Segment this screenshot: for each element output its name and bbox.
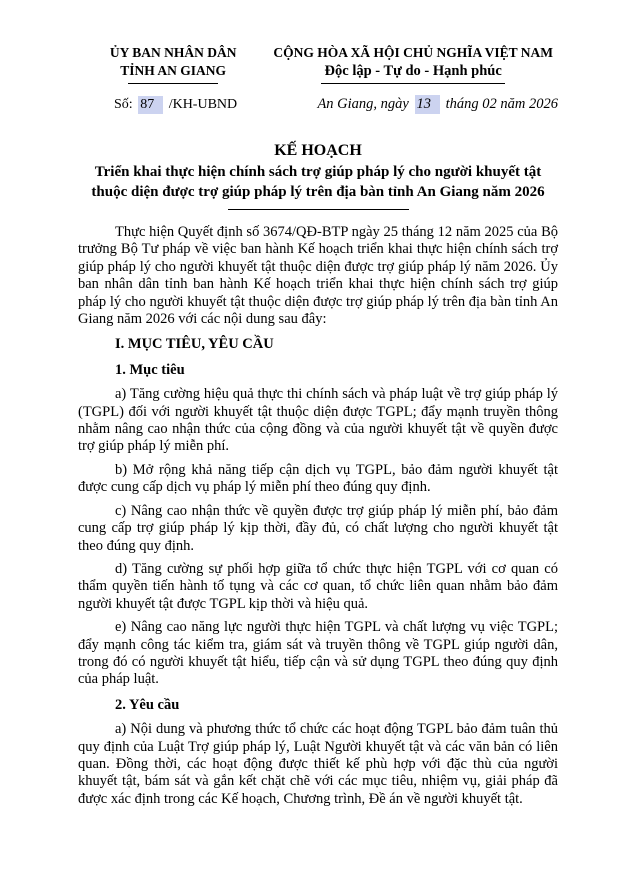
requirement-paragraph-a: a) Nội dung và phương thức tổ chức các hoạt động TGPL bảo đảm tuân thủ quy định của Luật Trợ giúp pháp lý, Luật Người khuyết tật và các văn bản có liên quan. Đồng thời, các hoạt động được thiết kế phù hợp với đặc thù của người khuyết tật, bám sát và gắn kết chặt chẽ với các mục tiêu, nhiệm vụ, giải pháp đã được xác định trong các Kế hoạch, Chương trình, Đề án về người khuyết tật.: [78, 721, 558, 807]
document-title-block: [78, 141, 558, 210]
subsection-2-heading: 2. Yêu cầu: [115, 696, 180, 713]
document-date-line: [317, 95, 558, 114]
objective-paragraph-d: d) Tăng cường sự phối hợp giữa tổ chức thực hiện TGPL với cơ quan có thẩm quyền tiến hành tố tụng và các cơ quan, tổ chức liên quan nhằm bảo đảm người khuyết tật được TGPL kịp thời và hiệu quả.: [78, 560, 558, 612]
national-title: CỘNG HÒA XÃ HỘI CHỦ NGHĨA VIỆT NAM: [273, 45, 553, 60]
issuing-org-line2: TỈNH AN GIANG: [120, 63, 227, 78]
document-date-suffix: tháng 02 năm 2026: [445, 96, 558, 112]
objective-paragraph-a: a) Tăng cường hiệu quả thực thi chính sách và pháp luật về trợ giúp pháp lý (TGPL) đối với người khuyết tật thuộc diện được TGPL; đẩy mạnh truyền thông nhằm nâng cao nhận thức của cộng đồng và của người khuyết tật về quyền được trợ giúp pháp lý miễn phí.: [78, 386, 558, 455]
issuing-org-block: [78, 44, 268, 84]
subsection-1-heading: 1. Mục tiêu: [115, 361, 185, 378]
national-motto-underline: [321, 83, 505, 84]
document-number-prefix: Số:: [114, 97, 133, 112]
intro-paragraph: Thực hiện Quyết định số 3674/QĐ-BTP ngày 25 tháng 12 năm 2025 của Bộ trưởng Bộ Tư pháp về việc ban hành Kế hoạch triển khai thực hiện chính sách trợ giúp pháp lý cho người khuyết tật thuộc diện được trợ giúp pháp lý năm 2026. Ủy ban nhân dân tỉnh ban hành Kế hoạch triển khai thực hiện chính sách trợ giúp pháp lý cho người khuyết tật thuộc diện được trợ giúp pháp lý trên địa bàn tỉnh An Giang năm 2026 với các nội dung sau đây:: [78, 224, 558, 328]
section-1-heading: I. MỤC TIÊU, YÊU CẦU: [115, 336, 274, 353]
issuing-org-line1: ỦY BAN NHÂN DÂN: [109, 45, 237, 60]
document-number-field[interactable]: 87: [138, 96, 163, 114]
document-meta-row: [78, 95, 558, 114]
issuing-org-underline: [128, 83, 218, 84]
objective-paragraph-c: c) Nâng cao nhận thức về quyền được trợ giúp pháp lý miễn phí, bảo đảm cung cấp trợ giúp pháp lý kịp thời, đầy đủ, có chất lượng cho người khuyết tật theo đúng quy định.: [78, 502, 558, 554]
objective-paragraph-e: e) Nâng cao năng lực người thực hiện TGPL và chất lượng vụ việc TGPL; đẩy mạnh công tác kiểm tra, giám sát và truyền thông về TGPL giúp người dân, trong đó có người khuyết tật hiểu, tiếp cận và sử dụng TGPL theo đúng quy định của pháp luật.: [78, 619, 558, 688]
national-motto: Độc lập - Tự do - Hạnh phúc: [324, 63, 502, 79]
document-title: KẾ HOẠCH: [274, 142, 362, 159]
document-subtitle-line1: Triển khai thực hiện chính sách trợ giúp pháp lý cho người khuyết tật: [94, 164, 542, 180]
document-body: [78, 224, 558, 808]
objective-paragraph-b: b) Mở rộng khả năng tiếp cận dịch vụ TGPL, bảo đảm người khuyết tật được cung cấp dịch vụ pháp lý miễn phí theo đúng quy định.: [78, 461, 558, 496]
title-divider-rule: [228, 209, 409, 210]
document-header: [78, 44, 558, 84]
document-subtitle-line2: thuộc diện được trợ giúp pháp lý trên địa bàn tỉnh An Giang năm 2026: [91, 184, 545, 200]
document-number-line: [114, 96, 237, 114]
document-date-prefix: An Giang, ngày: [317, 96, 409, 112]
national-motto-block: [268, 44, 558, 84]
document-date-day-field[interactable]: 13: [415, 95, 441, 114]
document-number-suffix: /KH-UBND: [168, 97, 238, 112]
